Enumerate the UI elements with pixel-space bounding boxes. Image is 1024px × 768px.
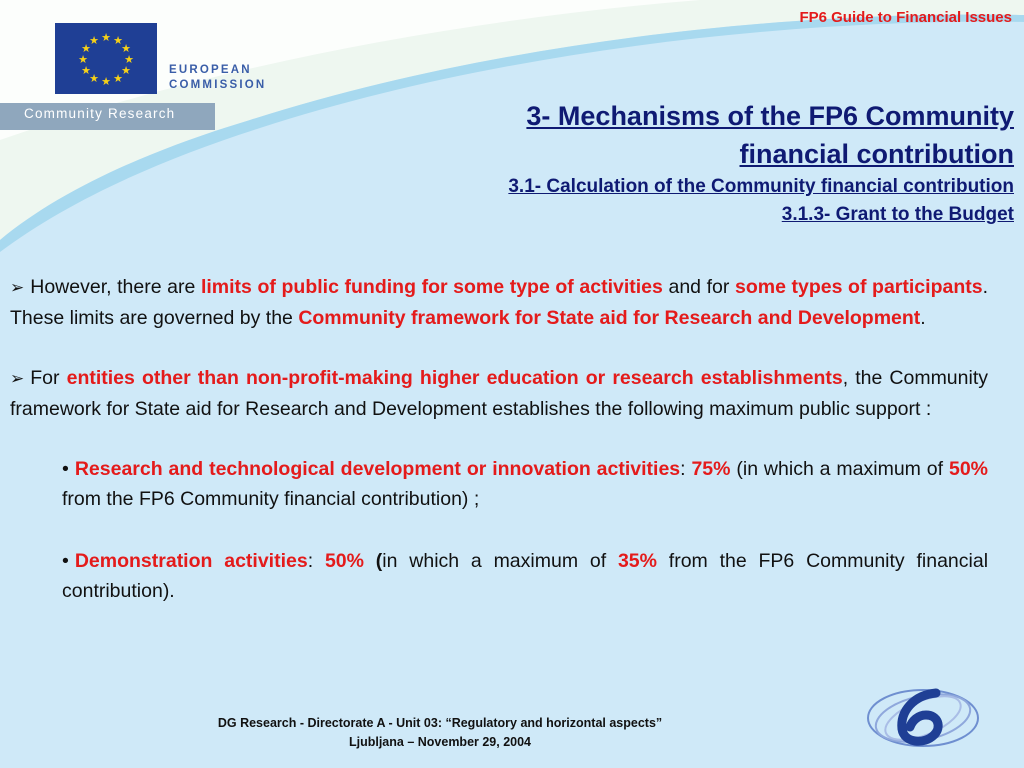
footer bbox=[150, 714, 730, 752]
slide-title bbox=[294, 97, 1014, 229]
text: : bbox=[680, 458, 692, 480]
svg-text:★: ★ bbox=[81, 42, 91, 55]
highlight: Community framework for State aid for Research and Development bbox=[298, 307, 921, 329]
arrow-bullet-icon: ➢ bbox=[10, 369, 25, 388]
svg-text:★: ★ bbox=[121, 64, 131, 77]
text: : bbox=[307, 550, 325, 572]
highlight: Research and technological development or innovation activities bbox=[74, 458, 681, 480]
text: For bbox=[30, 367, 67, 389]
text: and for bbox=[662, 276, 735, 298]
svg-text:★: ★ bbox=[89, 34, 99, 47]
text: in which a maximum of bbox=[382, 550, 618, 572]
text: (in which a maximum of bbox=[730, 458, 949, 480]
subtitle-line2: 3.1.3- Grant to the Budget bbox=[781, 204, 1014, 225]
guide-label: FP6 Guide to Financial Issues bbox=[799, 9, 1012, 26]
footer-line1: DG Research - Directorate A - Unit 03: “Regulatory and horizontal aspects” bbox=[217, 716, 663, 730]
highlight: 35% bbox=[617, 550, 657, 572]
footer-line2: Ljubljana – November 29, 2004 bbox=[348, 735, 532, 749]
title-line1: 3- Mechanisms of the FP6 Community bbox=[526, 101, 1014, 131]
highlight: 75% bbox=[691, 458, 731, 480]
dot-bullet-icon: • bbox=[62, 550, 69, 572]
paragraph-entities bbox=[10, 363, 988, 424]
text: from the FP6 Community financial contribution). bbox=[62, 550, 989, 602]
list-item bbox=[62, 454, 988, 514]
svg-text:★: ★ bbox=[101, 75, 111, 88]
title-line2: financial contribution bbox=[739, 139, 1014, 169]
list-item bbox=[62, 546, 988, 606]
community-research-label: Community Research bbox=[24, 106, 176, 121]
slide-body bbox=[10, 272, 988, 606]
text: . bbox=[920, 307, 926, 329]
eu-flag-logo bbox=[55, 23, 157, 94]
highlight: 50% bbox=[324, 550, 364, 572]
highlight: 50% bbox=[948, 458, 988, 480]
highlight: limits of public funding for some type of activities bbox=[200, 276, 663, 298]
highlight: entities other than non-profit-making higher education or research establishments bbox=[66, 367, 843, 389]
paragraph-limits bbox=[10, 272, 988, 333]
text: from the FP6 Community financial contribution) ; bbox=[62, 488, 480, 510]
svg-text:★: ★ bbox=[101, 31, 111, 44]
svg-text:★: ★ bbox=[113, 72, 123, 85]
dot-bullet-icon: • bbox=[62, 458, 69, 480]
logo-org-line2: COMMISSION bbox=[169, 79, 267, 91]
svg-text:★: ★ bbox=[113, 34, 123, 47]
highlight: some types of participants bbox=[734, 276, 983, 298]
svg-text:★: ★ bbox=[78, 53, 88, 66]
fp6-logo-icon bbox=[866, 683, 981, 753]
subtitle-line1: 3.1- Calculation of the Community financial contribution bbox=[508, 176, 1014, 197]
text: ( bbox=[363, 550, 383, 572]
support-list bbox=[62, 454, 988, 606]
text: . These limits are governed by the bbox=[10, 276, 988, 329]
text: However, there are bbox=[30, 276, 201, 298]
svg-text:★: ★ bbox=[121, 42, 131, 55]
highlight: Demonstration activities bbox=[74, 550, 308, 572]
logo-org-line1: EUROPEAN bbox=[169, 64, 252, 76]
text: , the Community framework for State aid for Research and Development establishes the following maximum public support : bbox=[10, 367, 988, 420]
eu-logo-text bbox=[169, 63, 266, 93]
svg-text:★: ★ bbox=[124, 53, 134, 66]
svg-text:★: ★ bbox=[81, 64, 91, 77]
arrow-bullet-icon: ➢ bbox=[10, 278, 25, 297]
svg-text:★: ★ bbox=[89, 72, 99, 85]
